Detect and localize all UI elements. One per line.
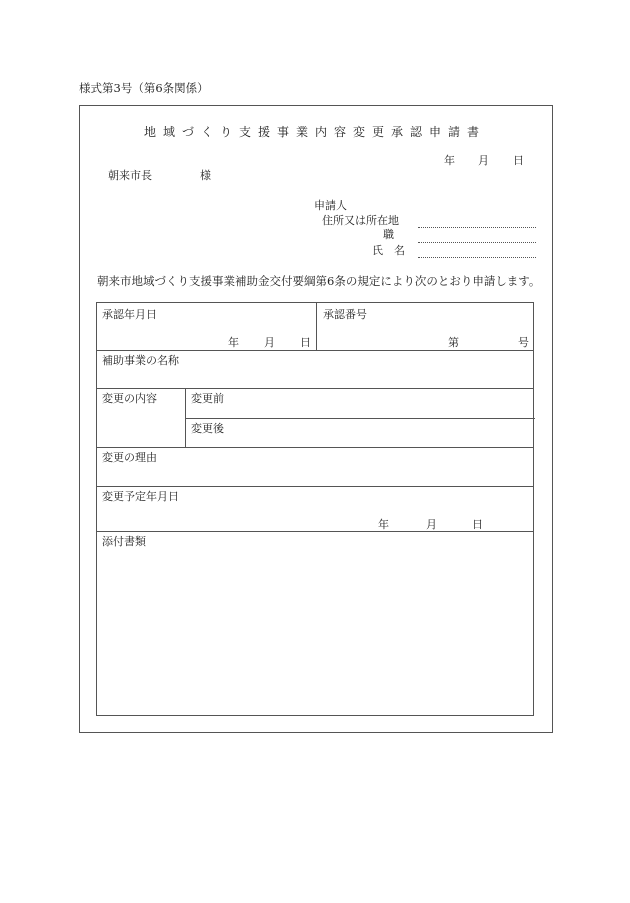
change-after-label: 変更後 xyxy=(191,422,224,435)
approval-number-label: 承認番号 xyxy=(323,308,367,321)
planned-date-day: 日 xyxy=(472,518,483,531)
approval-date-label: 承認年月日 xyxy=(102,308,157,321)
approval-number-prefix: 第 xyxy=(448,336,459,349)
application-statement: 朝来市地域づくり支援事業補助金交付要綱第6条の規定により次のとおり申請します。 xyxy=(97,274,541,288)
applicant-title-label: 職 xyxy=(383,228,394,241)
change-reason-label: 変更の理由 xyxy=(102,451,157,464)
form-title: 地域づくり支援事業内容変更承認申請書 xyxy=(143,125,486,139)
attachments-label: 添付書類 xyxy=(102,535,146,548)
form-number: 様式第3号（第6条関係） xyxy=(79,81,209,95)
applicant-address-line xyxy=(418,227,536,228)
planned-date-year: 年 xyxy=(378,518,389,531)
change-before-label: 変更前 xyxy=(191,392,224,405)
applicant-title-line xyxy=(418,242,536,243)
addressee-honorific: 様 xyxy=(200,169,211,182)
approval-number-suffix: 号 xyxy=(518,336,529,349)
planned-date-label: 変更予定年月日 xyxy=(102,490,179,503)
project-name-label: 補助事業の名称 xyxy=(102,354,179,367)
header-date-month: 月 xyxy=(478,154,489,167)
addressee-name: 朝来市長 xyxy=(108,169,152,182)
applicant-heading: 申請人 xyxy=(314,199,347,212)
applicant-address-label: 住所又は所在地 xyxy=(322,214,399,227)
applicant-name-line xyxy=(418,257,536,258)
change-content-label: 変更の内容 xyxy=(102,392,157,405)
approval-date-year: 年 xyxy=(228,336,239,349)
application-table xyxy=(96,302,534,716)
approval-date-month: 月 xyxy=(264,336,275,349)
approval-date-day: 日 xyxy=(300,336,311,349)
header-date-day: 日 xyxy=(513,154,524,167)
header-date-year: 年 xyxy=(444,154,455,167)
planned-date-month: 月 xyxy=(426,518,437,531)
applicant-name-label: 氏 名 xyxy=(372,244,405,257)
